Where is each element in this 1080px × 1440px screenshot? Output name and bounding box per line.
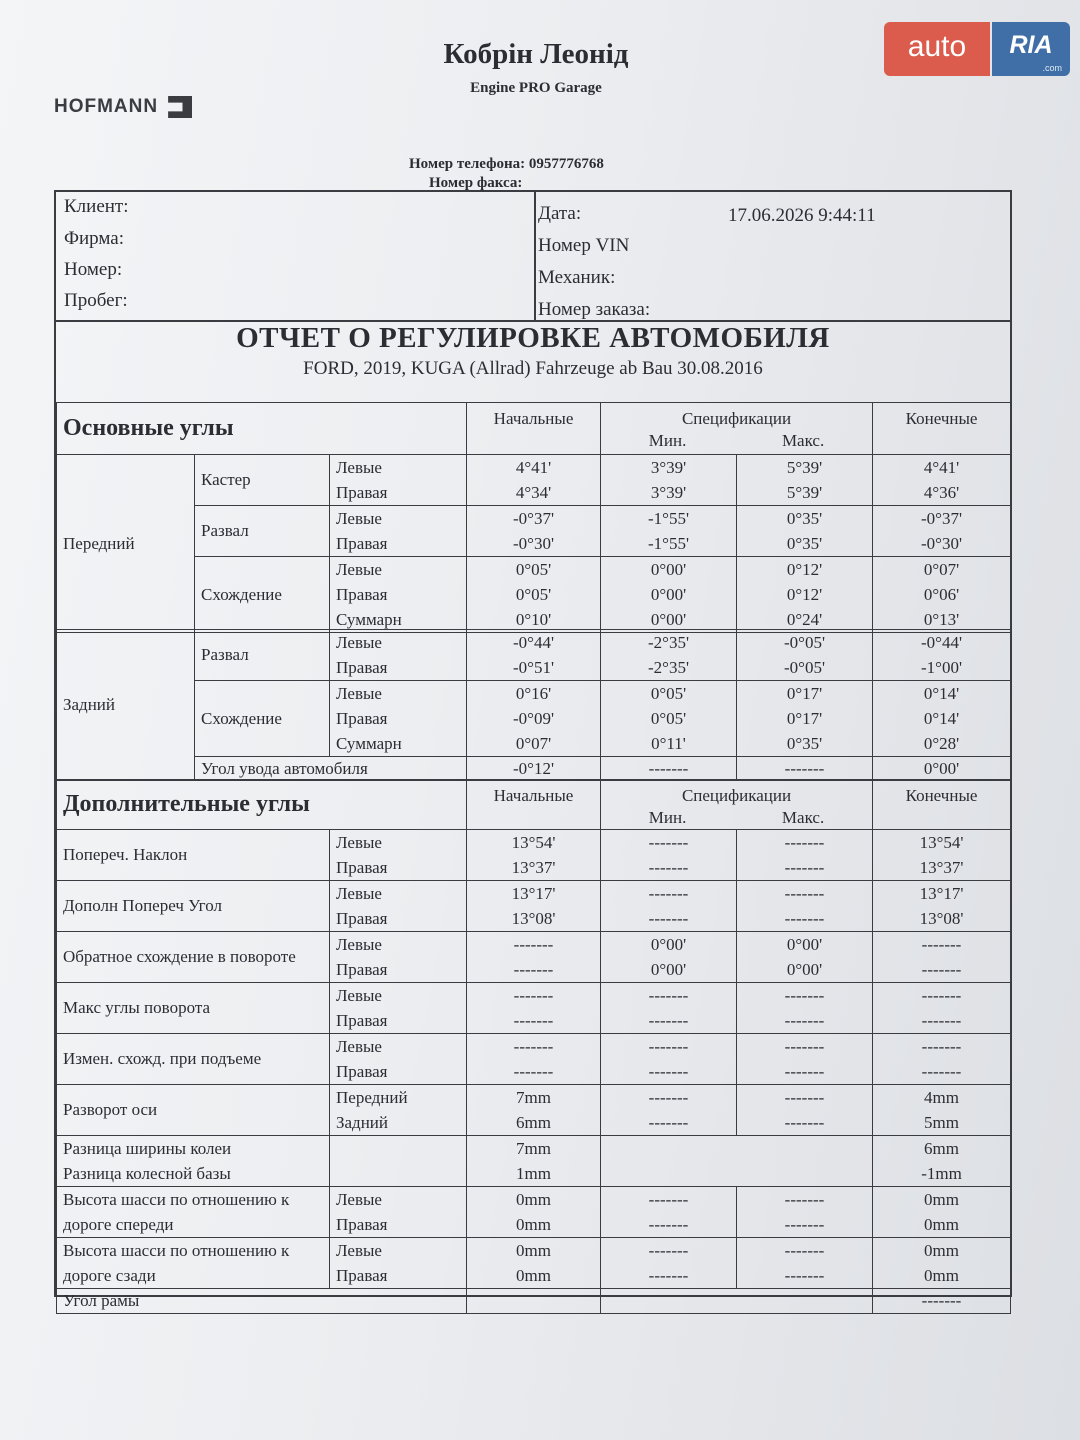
extra-angles-table [56, 779, 1011, 830]
height-rear-max [737, 1238, 873, 1289]
value-cell: -1°00' [920, 658, 963, 677]
value-cell: 0mm [924, 1215, 959, 1234]
thrust-min: ------- [601, 757, 737, 781]
value-cell: ------- [648, 1088, 689, 1107]
value-cell: 0°12' [786, 585, 823, 604]
fax-line: Номер факса: [429, 175, 523, 191]
extra-angle-min [601, 983, 737, 1034]
caster-label: Кастер [195, 455, 330, 506]
height-front-sides [330, 1187, 467, 1238]
thrust-max: ------- [737, 757, 873, 781]
main-angles-table [56, 402, 1011, 633]
value-cell: 5°39' [786, 458, 823, 477]
front-camber-label: Развал [195, 506, 330, 557]
side-right: Правая [336, 534, 388, 553]
extra-angle-row [57, 1034, 1011, 1085]
number-label: Номер: [64, 259, 123, 280]
thrust-angle-label: Угол увода автомобиля [195, 757, 467, 781]
side-a: Левые [336, 833, 382, 852]
col-final: Конечные [873, 403, 1011, 455]
value-cell: 0mm [924, 1266, 959, 1285]
extra-angle-sides [330, 1034, 467, 1085]
front-toe-label: Схождение [195, 557, 330, 633]
extra-angle-initial [467, 881, 601, 932]
extra-angle-final [873, 1034, 1011, 1085]
rear-toe-sides [330, 681, 467, 757]
side-a: Левые [336, 884, 382, 903]
garage-name: Engine PRO Garage [470, 80, 602, 96]
value-cell: ------- [921, 986, 962, 1005]
value-cell: ------- [784, 1215, 825, 1234]
height-rear-initial [467, 1238, 601, 1289]
front-camber-final [873, 506, 1011, 557]
value-cell: 0°10' [515, 610, 552, 629]
value-cell: ------- [784, 884, 825, 903]
value-cell: ------- [784, 1241, 825, 1260]
extra-angle-initial [467, 983, 601, 1034]
extra-angle-min [601, 1085, 737, 1136]
value-cell: ------- [513, 986, 554, 1005]
report-title: ОТЧЕТ О РЕГУЛИРОВКЕ АВТОМОБИЛЯ [236, 322, 830, 354]
rear-camber-initial [467, 630, 601, 681]
value-cell: 0°00' [650, 610, 687, 629]
value-cell: 0°00' [650, 585, 687, 604]
height-front-initial [467, 1187, 601, 1238]
front-toe-final [873, 557, 1011, 633]
col-max: Макс. [781, 808, 825, 827]
extra-angle-max [737, 1085, 873, 1136]
order-label: Номер заказа: [538, 299, 651, 320]
value-cell: 0°24' [786, 610, 823, 629]
extra-values-table [56, 829, 1011, 1314]
hofmann-mark-icon [168, 96, 192, 118]
col-initial: Начальные [467, 403, 601, 455]
side-left: Левые [336, 458, 382, 477]
track-width-label: Разница ширины колеи [63, 1139, 232, 1158]
side-left: Левые [336, 684, 382, 703]
blank-cell [330, 1136, 467, 1187]
value-cell: ------- [648, 1215, 689, 1234]
extra-angle-sides [330, 983, 467, 1034]
value-cell: 0mm [516, 1241, 551, 1260]
value-cell: ------- [784, 833, 825, 852]
value-cell: 0°07' [515, 734, 552, 753]
rear-camber-final [873, 630, 1011, 681]
extra-angle-max [737, 881, 873, 932]
extra-angles-heading: Дополнительные углы [57, 780, 467, 830]
label-line: Высота шасси по отношению к [63, 1241, 290, 1260]
rear-camber-max [737, 630, 873, 681]
value-cell: 13°08' [511, 909, 556, 928]
vin-label: Номер VIN [538, 235, 630, 256]
info-divider [534, 192, 536, 320]
extra-angle-sides [330, 830, 467, 881]
vehicle-line: FORD, 2019, KUGA (Allrad) Fahrzeuge ab Bau 30.08.2016 [303, 358, 763, 379]
value-cell: -0°05' [783, 633, 826, 652]
thrust-final: 0°00' [873, 757, 1011, 781]
value-cell: 0°05' [515, 560, 552, 579]
value-cell: -0°37' [921, 509, 963, 528]
height-rear-min [601, 1238, 737, 1289]
side-left: Левые [336, 560, 382, 579]
extra-angle-min [601, 1034, 737, 1085]
caster-min [601, 455, 737, 506]
side-a: Передний [336, 1088, 408, 1107]
value-cell: 0°16' [515, 684, 552, 703]
value-cell: ------- [784, 858, 825, 877]
value-cell: 0°00' [650, 935, 687, 954]
side-b: Правая [336, 960, 388, 979]
value-cell: 13°08' [919, 909, 964, 928]
watermark-domain: .com [1042, 63, 1062, 73]
value-cell: ------- [648, 909, 689, 928]
frame-angle-final: ------- [873, 1289, 1011, 1314]
value-cell: -0°05' [783, 658, 826, 677]
value-cell: 0°05' [650, 684, 687, 703]
col-min: Мин. [648, 431, 687, 450]
extra-angle-final [873, 1085, 1011, 1136]
value-cell: 13°54' [919, 833, 964, 852]
report-frame [54, 190, 1012, 1310]
value-cell: 0°17' [786, 709, 823, 728]
value-cell: ------- [784, 1037, 825, 1056]
value-cell: -1mm [921, 1164, 962, 1183]
value-cell: ------- [648, 858, 689, 877]
value-cell: -2°35' [647, 633, 690, 652]
value-cell: ------- [648, 1062, 689, 1081]
rear-toe-final [873, 681, 1011, 757]
value-cell: 0°05' [515, 585, 552, 604]
value-cell: 13°54' [511, 833, 556, 852]
value-cell: 0mm [924, 1241, 959, 1260]
extra-angle-initial [467, 932, 601, 983]
main-angles-heading: Основные углы [57, 403, 467, 455]
value-cell: ------- [784, 986, 825, 1005]
extra-angle-label: Попереч. Наклон [57, 830, 330, 881]
value-cell: 1mm [516, 1164, 551, 1183]
phone-line: Номер телефона: 0957776768 [409, 156, 604, 172]
front-camber-sides [330, 506, 467, 557]
track-wheelbase-initial [467, 1136, 601, 1187]
extra-angle-final [873, 830, 1011, 881]
side-b: Правая [336, 858, 388, 877]
col-specs [601, 780, 873, 830]
track-wheelbase-labels [57, 1136, 330, 1187]
extra-angle-initial [467, 830, 601, 881]
value-cell: -0°09' [512, 709, 555, 728]
value-cell: -1°55' [648, 534, 690, 553]
value-cell: ------- [513, 1062, 554, 1081]
client-label: Клиент: [64, 196, 129, 217]
value-cell: 6mm [924, 1139, 959, 1158]
value-cell: ------- [921, 960, 962, 979]
extra-angle-final [873, 932, 1011, 983]
col-specs [601, 403, 873, 455]
rear-camber-min [601, 630, 737, 681]
value-cell: 4°41' [923, 458, 960, 477]
extra-angle-row [57, 830, 1011, 881]
value-cell: ------- [784, 1113, 825, 1132]
date-value: 17.06.2026 9:44:11 [728, 205, 876, 226]
hofmann-logo [54, 96, 192, 118]
extra-angle-label: Измен. схожд. при подъеме [57, 1034, 330, 1085]
value-cell: 0°07' [923, 560, 960, 579]
value-cell: ------- [784, 1088, 825, 1107]
label-line: дороге спереди [63, 1215, 174, 1234]
blank-cell [467, 1289, 601, 1314]
value-cell: ------- [784, 1190, 825, 1209]
frame-angle-label: Угол рамы [57, 1289, 467, 1314]
value-cell: ------- [784, 909, 825, 928]
extra-angle-max [737, 1034, 873, 1085]
value-cell: 3°39' [650, 458, 687, 477]
rear-camber-label: Развал [195, 630, 330, 681]
front-toe-initial [467, 557, 601, 633]
extra-angle-min [601, 830, 737, 881]
extra-angle-final [873, 983, 1011, 1034]
value-cell: 0mm [516, 1215, 551, 1234]
extra-angle-row [57, 983, 1011, 1034]
side-left: Левые [336, 633, 382, 652]
extra-angle-max [737, 983, 873, 1034]
side-b: Правая [336, 1011, 388, 1030]
value-cell: ------- [648, 884, 689, 903]
extra-angle-initial [467, 1085, 601, 1136]
height-front-label [57, 1187, 330, 1238]
blank-cell [601, 1289, 873, 1314]
value-cell: ------- [921, 1062, 962, 1081]
extra-angle-max [737, 830, 873, 881]
value-cell: 0°14' [923, 684, 960, 703]
side-right: Правая [336, 483, 388, 502]
value-cell: ------- [648, 1241, 689, 1260]
rear-toe-label: Схождение [195, 681, 330, 757]
side-left: Левые [336, 1241, 382, 1260]
extra-angle-label: Дополн Попереч Угол [57, 881, 330, 932]
height-front-min [601, 1187, 737, 1238]
watermark-auto: auto [884, 22, 990, 76]
value-cell: ------- [648, 986, 689, 1005]
caster-max [737, 455, 873, 506]
caster-final [873, 455, 1011, 506]
caster-initial [467, 455, 601, 506]
rear-toe-initial [467, 681, 601, 757]
value-cell: 4°34' [515, 483, 552, 502]
extra-angle-sides [330, 932, 467, 983]
value-cell: 0°14' [923, 709, 960, 728]
rear-angles-table [56, 629, 1011, 781]
height-rear-label [57, 1238, 330, 1289]
value-cell: 7mm [516, 1088, 551, 1107]
value-cell: 0mm [516, 1190, 551, 1209]
value-cell: ------- [513, 935, 554, 954]
value-cell: 0°35' [786, 734, 823, 753]
value-cell: 13°17' [919, 884, 964, 903]
col-specs-label: Спецификации [681, 786, 792, 805]
value-cell: ------- [784, 1266, 825, 1285]
value-cell: ------- [784, 1011, 825, 1030]
value-cell: -0°30' [513, 534, 555, 553]
info-block [56, 192, 1010, 322]
mechanic-label: Механик: [538, 267, 616, 288]
value-cell: ------- [921, 1011, 962, 1030]
value-cell: 0°00' [786, 960, 823, 979]
value-cell: 13°17' [511, 884, 556, 903]
firm-label: Фирма: [64, 228, 124, 249]
extra-angle-label: Обратное схождение в повороте [57, 932, 330, 983]
front-toe-min [601, 557, 737, 633]
value-cell: 4°41' [515, 458, 552, 477]
value-cell: 7mm [516, 1139, 551, 1158]
garage-owner-name: Кобрін Леонід [443, 38, 629, 70]
value-cell: ------- [648, 1011, 689, 1030]
label-line: Высота шасси по отношению к [63, 1190, 290, 1209]
value-cell: ------- [648, 833, 689, 852]
height-rear-final [873, 1238, 1011, 1289]
value-cell: 0°17' [786, 684, 823, 703]
side-total: Суммарн [336, 734, 402, 753]
front-axle-label: Передний [57, 455, 195, 633]
value-cell: ------- [648, 1266, 689, 1285]
side-right: Правая [336, 658, 388, 677]
col-specs-label: Спецификации [681, 409, 792, 428]
rear-axle-label: Задний [57, 630, 195, 781]
auto-ria-watermark [884, 22, 1070, 76]
value-cell: ------- [784, 1062, 825, 1081]
value-cell: -0°44' [920, 633, 963, 652]
side-b: Задний [336, 1113, 389, 1132]
extra-angle-row [57, 1085, 1011, 1136]
value-cell: 0°13' [923, 610, 960, 629]
col-min: Мин. [648, 808, 687, 827]
extra-angle-sides [330, 1085, 467, 1136]
value-cell: 0°35' [786, 534, 823, 553]
value-cell: 6mm [516, 1113, 551, 1132]
side-b: Правая [336, 1062, 388, 1081]
value-cell: -0°37' [513, 509, 555, 528]
height-front-final [873, 1187, 1011, 1238]
extra-angle-row [57, 881, 1011, 932]
value-cell: 0°00' [650, 960, 687, 979]
value-cell: -0°44' [512, 633, 555, 652]
front-camber-min [601, 506, 737, 557]
side-a: Левые [336, 935, 382, 954]
extra-angle-row [57, 932, 1011, 983]
extra-angle-final [873, 881, 1011, 932]
value-cell: 0°35' [786, 509, 823, 528]
track-wheelbase-final [873, 1136, 1011, 1187]
col-initial: Начальные [467, 780, 601, 830]
value-cell: ------- [648, 1037, 689, 1056]
value-cell: -1°55' [648, 509, 690, 528]
front-toe-sides [330, 557, 467, 633]
value-cell: 0mm [924, 1190, 959, 1209]
hofmann-logo-text: HOFMANN [54, 96, 159, 118]
label-line: дороге сзади [63, 1266, 156, 1285]
extra-angle-min [601, 881, 737, 932]
value-cell: 5mm [924, 1113, 959, 1132]
mileage-label: Пробег: [64, 290, 128, 311]
extra-angle-sides [330, 881, 467, 932]
value-cell: 13°37' [919, 858, 964, 877]
col-final: Конечные [873, 780, 1011, 830]
value-cell: 0°12' [786, 560, 823, 579]
value-cell: 13°37' [511, 858, 556, 877]
side-total: Суммарн [336, 610, 402, 629]
value-cell: 0°05' [650, 709, 687, 728]
extra-angle-max [737, 932, 873, 983]
col-max: Макс. [781, 431, 825, 450]
side-b: Правая [336, 909, 388, 928]
caster-sides [330, 455, 467, 506]
value-cell: 4mm [924, 1088, 959, 1107]
front-camber-max [737, 506, 873, 557]
front-camber-initial [467, 506, 601, 557]
side-right: Правая [336, 1266, 388, 1285]
thrust-initial: -0°12' [467, 757, 601, 781]
value-cell: 5°39' [786, 483, 823, 502]
side-left: Левые [336, 1190, 382, 1209]
value-cell: ------- [513, 960, 554, 979]
wheelbase-label: Разница колесной базы [63, 1164, 231, 1183]
front-toe-max [737, 557, 873, 633]
extra-angle-initial [467, 1034, 601, 1085]
height-rear-sides [330, 1238, 467, 1289]
rear-toe-min [601, 681, 737, 757]
value-cell: 3°39' [650, 483, 687, 502]
value-cell: ------- [513, 1011, 554, 1030]
value-cell: 4°36' [923, 483, 960, 502]
side-a: Левые [336, 1037, 382, 1056]
date-label: Дата: [538, 203, 582, 224]
value-cell: ------- [648, 1113, 689, 1132]
value-cell: ------- [513, 1037, 554, 1056]
rear-toe-max [737, 681, 873, 757]
value-cell: -0°51' [512, 658, 555, 677]
value-cell: 0°00' [786, 935, 823, 954]
value-cell: 0°11' [651, 734, 686, 753]
side-right: Правая [336, 585, 388, 604]
blank-cell [601, 1136, 873, 1187]
value-cell: 0°28' [923, 734, 960, 753]
value-cell: 0mm [516, 1266, 551, 1285]
value-cell: ------- [648, 1190, 689, 1209]
side-left: Левые [336, 509, 382, 528]
rear-camber-sides [330, 630, 467, 681]
value-cell: -2°35' [647, 658, 690, 677]
value-cell: 0°00' [650, 560, 687, 579]
value-cell: 0°06' [923, 585, 960, 604]
extra-angle-min [601, 932, 737, 983]
extra-angle-label: Макс углы поворота [57, 983, 330, 1034]
watermark-ria: RIA [992, 22, 1070, 76]
height-front-max [737, 1187, 873, 1238]
side-a: Левые [336, 986, 382, 1005]
side-right: Правая [336, 1215, 388, 1234]
extra-angle-label: Разворот оси [57, 1085, 330, 1136]
side-right: Правая [336, 709, 388, 728]
value-cell: ------- [921, 1037, 962, 1056]
value-cell: -0°30' [921, 534, 963, 553]
value-cell: ------- [921, 935, 962, 954]
